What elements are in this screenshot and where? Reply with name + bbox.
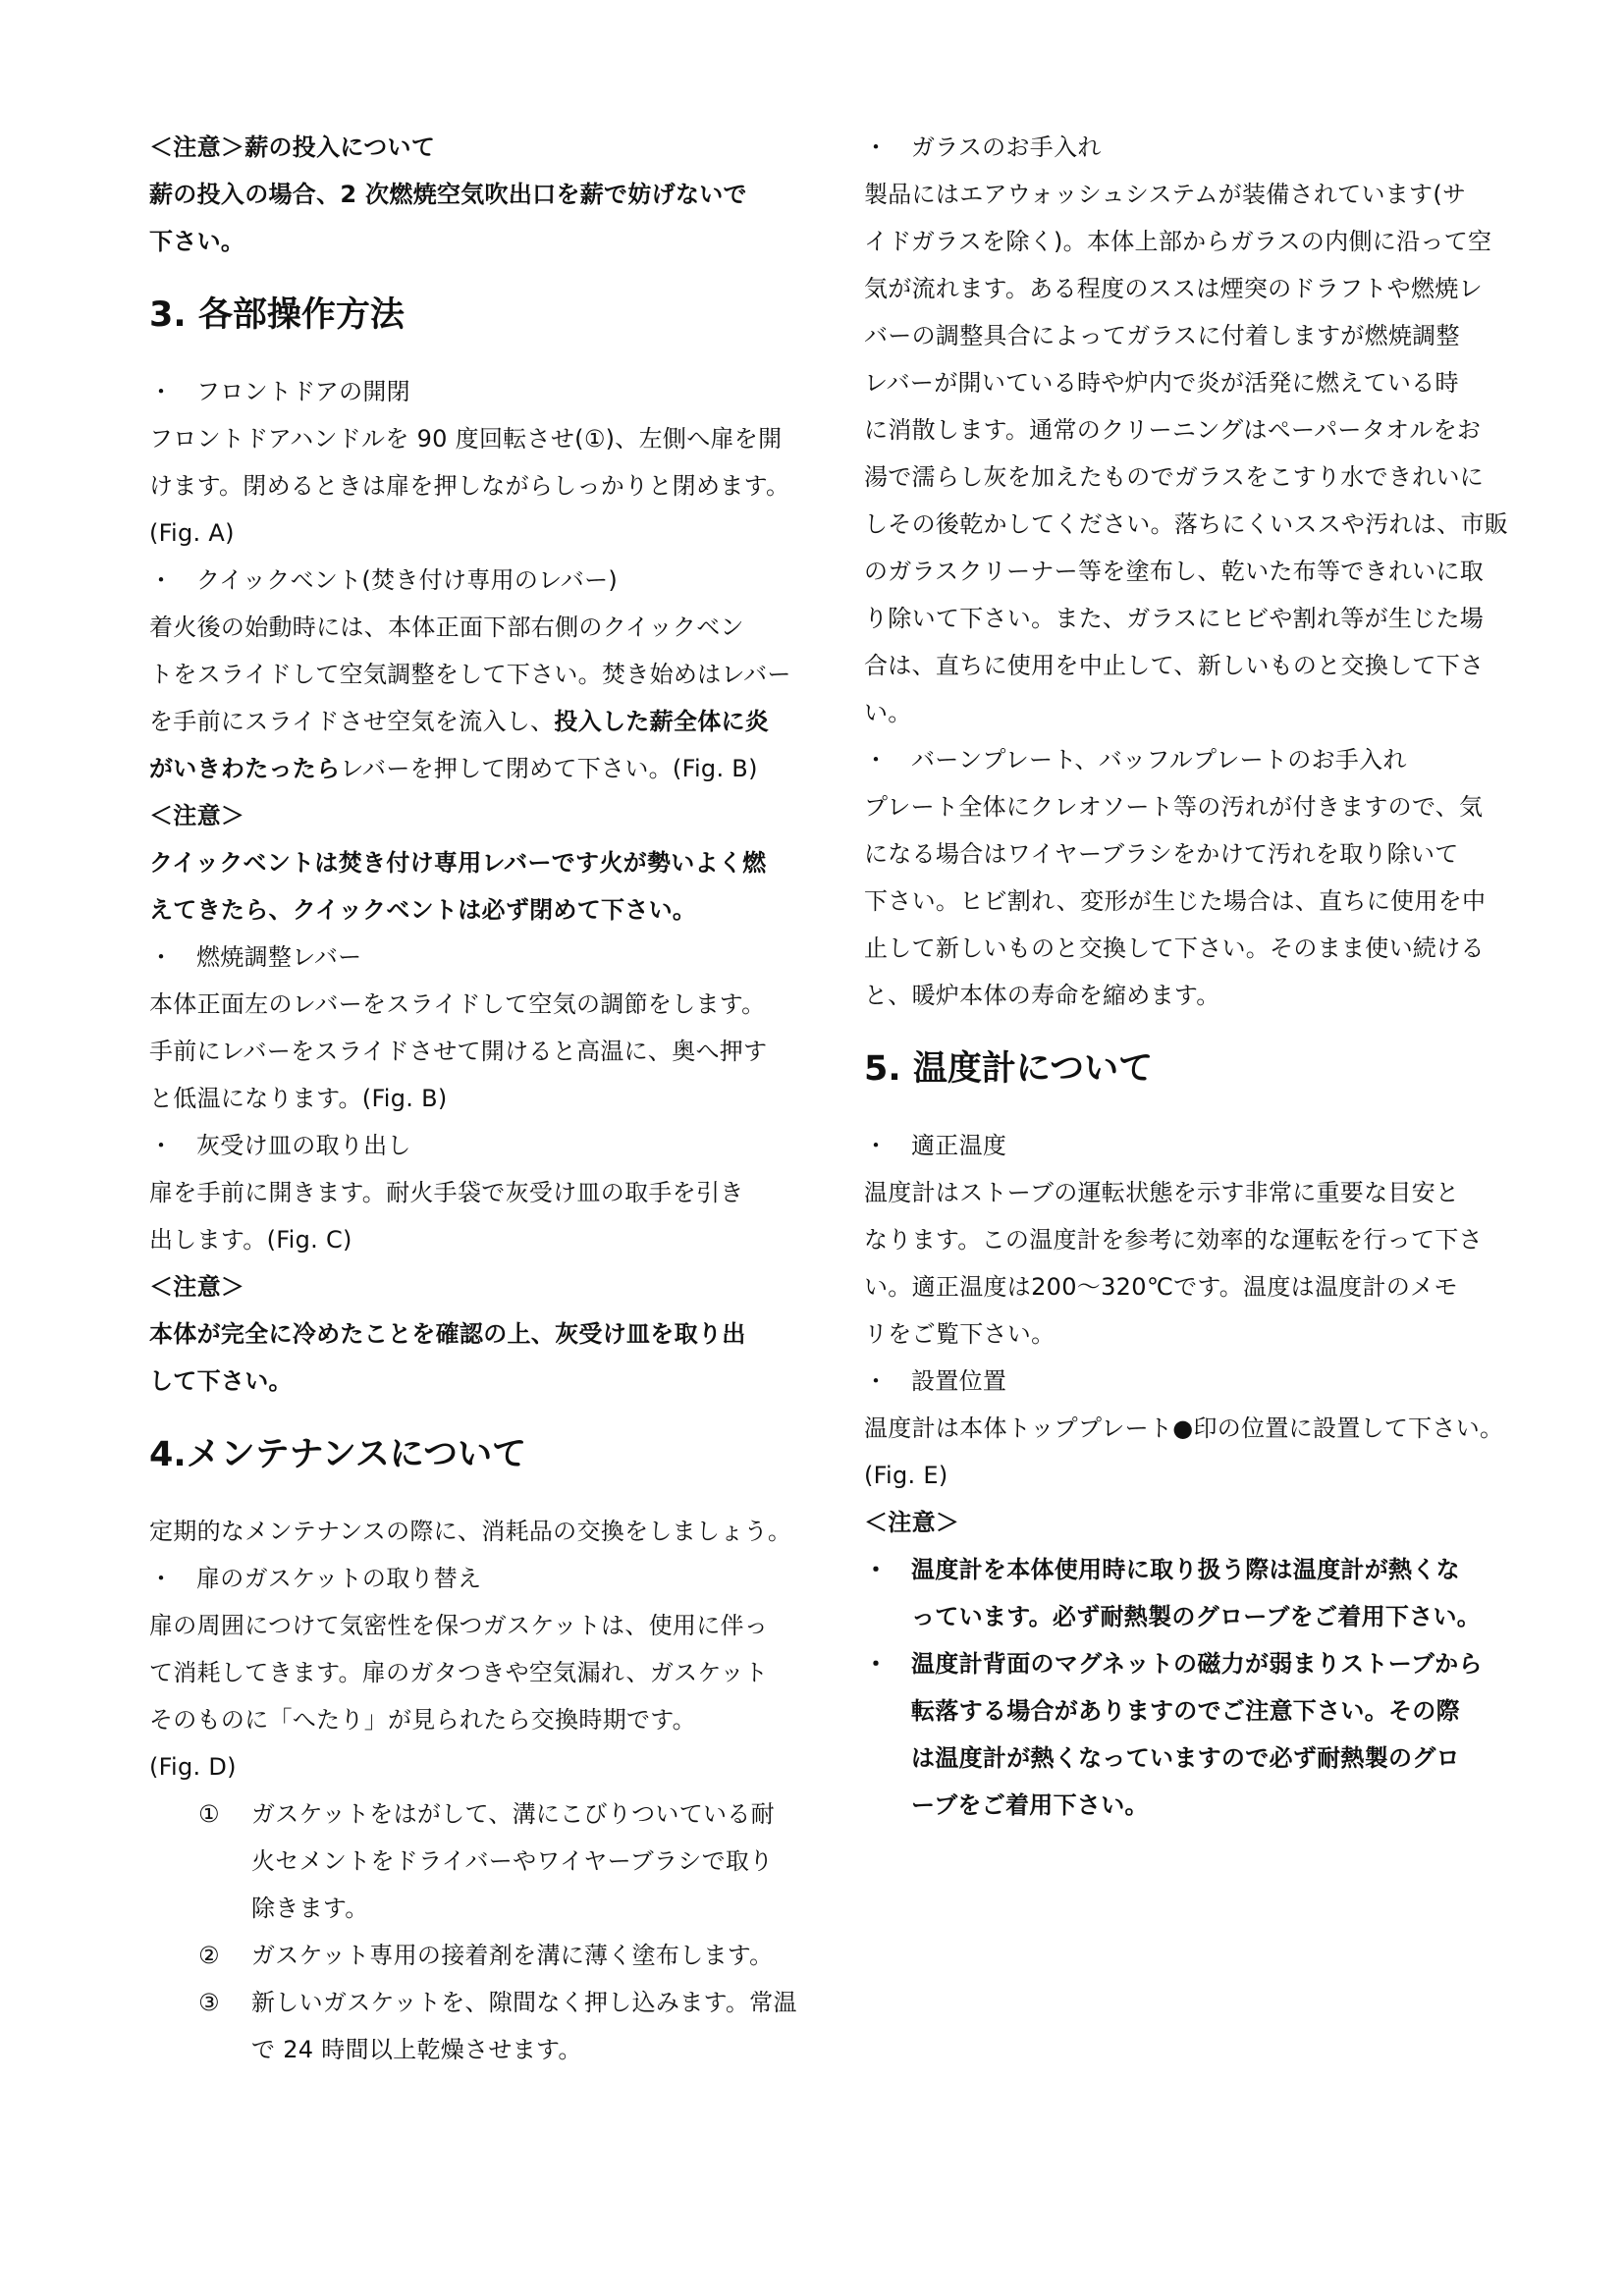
figure-reference: (Fig. A) — [149, 519, 235, 547]
body-line: 気が流れます。ある程度のススは煙突のドラフトや燃焼レ — [864, 275, 1483, 302]
body-line: 手前にレバーをスライドさせて開けると高温に、奥へ押す — [149, 1038, 768, 1065]
body-line: レバーが開いている時や炉内で炎が活発に燃えている時 — [864, 369, 1459, 397]
gasket-step — [149, 1932, 807, 1979]
gasket-step — [149, 1979, 807, 2073]
body-line — [149, 745, 807, 792]
body-line: フロントドアハンドルを 90 度回転させ(①)、左側へ扉を開 — [149, 425, 783, 453]
combustion-lever-block — [149, 934, 807, 1122]
install-position-title-text: 設置位置 — [911, 1367, 1007, 1395]
caution-firewood-title: ＜注意＞薪の投入について — [149, 133, 436, 161]
glass-care-title — [864, 124, 1532, 171]
proper-temp-title-text: 適正温度 — [911, 1132, 1007, 1159]
body-line: 出します。(Fig. C) — [149, 1226, 352, 1254]
combustion-lever-title — [149, 934, 807, 981]
front-door-block — [149, 368, 807, 557]
step-number: ③ — [198, 1989, 220, 2016]
step-number: ① — [198, 1800, 220, 1828]
caution-line: えてきたら、クイックベントは必ず閉めて下さい。 — [149, 896, 697, 924]
quick-vent-title — [149, 557, 807, 604]
caution-line: っています。必ず耐熱製のグローブをご着用下さい。 — [911, 1603, 1482, 1630]
bullet: ・ — [864, 133, 889, 161]
body-line: そのものに「へたり」が見られたら交換時期です。 — [149, 1706, 696, 1734]
body-line: 温度計は本体トッププレート●印の位置に設置して下さい。 — [864, 1415, 1504, 1442]
section-4-heading: 4.メンテナンスについて — [149, 1435, 527, 1474]
right-column — [864, 124, 1532, 1829]
quick-vent-block — [149, 557, 807, 934]
body-line: 下さい。ヒビ割れ、変形が生じた場合は、直ちに使用を中 — [864, 887, 1487, 915]
caution-firewood-line: 下さい。 — [149, 228, 245, 255]
body-line: プレート全体にクレオソート等の汚れが付きますので、気 — [864, 793, 1484, 821]
bullet: ・ — [864, 1367, 889, 1395]
maintenance-block — [149, 1508, 807, 2073]
body-line: に消散します。通常のクリーニングはペーパータオルをお — [864, 416, 1482, 444]
step-number: ② — [198, 1942, 220, 1969]
caution-line: クイックベントは焚き付け専用レバーです火が勢いよく燃 — [149, 849, 767, 877]
caution-title: ＜注意＞ — [149, 1273, 245, 1301]
glass-care-block — [864, 124, 1532, 736]
ash-pan-title-text: 灰受け皿の取り出し — [196, 1132, 411, 1159]
ash-pan-block — [149, 1122, 807, 1405]
caution-line: 本体が完全に冷めたことを確認の上、灰受け皿を取り出 — [149, 1320, 746, 1348]
body-line: 着火後の始動時には、本体正面下部右側のクイックベン — [149, 614, 744, 641]
quick-vent-title-text: クイックベント(焚き付け専用のレバー) — [196, 566, 619, 594]
step-line — [149, 1932, 807, 1979]
step-text: 新しいガスケットを、隙間なく押し込みます。常温 — [251, 1989, 797, 2016]
bullet: ・ — [864, 1650, 889, 1678]
caution-title: ＜注意＞ — [149, 802, 245, 829]
bullet: ・ — [864, 1556, 889, 1583]
left-column — [149, 124, 807, 2073]
ash-pan-title — [149, 1122, 807, 1169]
body-line: 扉を手前に開きます。耐火手袋で灰受け皿の取手を引き — [149, 1179, 744, 1206]
gasket-title-text: 扉のガスケットの取り替え — [196, 1565, 482, 1592]
step-line: 除きます。 — [251, 1895, 369, 1922]
body-line: トをスライドして空気調整をして下さい。焚き始めはレバー — [149, 661, 791, 688]
plate-care-title — [864, 736, 1532, 783]
caution-item — [864, 1640, 1532, 1829]
maintenance-intro: 定期的なメンテナンスの際に、消耗品の交換をしましょう。 — [149, 1518, 792, 1545]
proper-temp-title — [864, 1122, 1532, 1169]
body-line: 止して新しいものと交換して下さい。そのまま使い続ける — [864, 934, 1485, 962]
install-position-block — [864, 1358, 1532, 1499]
thermometer-caution-block — [864, 1499, 1532, 1829]
body-line: り除いて下さい。また、ガラスにヒビや割れ等が生じた場 — [864, 605, 1485, 632]
bullet: ・ — [864, 746, 889, 774]
bullet: ・ — [149, 1565, 174, 1592]
step-line: で 24 時間以上乾燥させます。 — [251, 2036, 582, 2063]
body-text-bold: 投入した薪全体に炎 — [554, 708, 770, 735]
step-line: 火セメントをドライバーやワイヤーブラシで取り — [251, 1847, 774, 1875]
bullet: ・ — [149, 378, 174, 405]
bullet: ・ — [149, 943, 174, 971]
body-line: て消耗してきます。扉のガタつきや空気漏れ、ガスケット — [149, 1659, 769, 1686]
body-line — [149, 698, 807, 745]
caution-item — [864, 1546, 1532, 1640]
body-line: しその後乾かしてください。落ちにくいススや汚れは、市販 — [864, 510, 1509, 538]
step-line — [149, 1790, 807, 1838]
body-line: い。 — [864, 699, 912, 726]
body-line: い。適正温度は200～320℃です。温度は温度計のメモ — [864, 1273, 1458, 1301]
caution-text: 温度計を本体使用時に取り扱う際は温度計が熱くな — [911, 1556, 1460, 1583]
figure-reference: (Fig. E) — [864, 1462, 948, 1489]
glass-care-title-text: ガラスのお手入れ — [911, 133, 1102, 161]
caution-firewood-block — [149, 124, 807, 265]
caution-line: して下さい。 — [149, 1367, 293, 1395]
body-line: 合は、直ちに使用を中止して、新しいものと交換して下さ — [864, 652, 1485, 679]
body-line: 扉の周囲につけて気密性を保つガスケットは、使用に伴っ — [149, 1612, 769, 1639]
gasket-title — [149, 1555, 807, 1602]
install-position-title — [864, 1358, 1532, 1405]
combustion-lever-title-text: 燃焼調整レバー — [196, 943, 362, 971]
bullet: ・ — [864, 1132, 889, 1159]
body-line: と低温になります。(Fig. B) — [149, 1085, 448, 1112]
caution-line: 転落する場合がありますのでご注意下さい。その際 — [911, 1697, 1460, 1725]
section-5-heading: 5. 温度計について — [864, 1049, 1154, 1089]
caution-text: 温度計背面のマグネットの磁力が弱まりストーブから — [911, 1650, 1483, 1678]
figure-reference: (Fig. D) — [149, 1753, 237, 1781]
caution-firewood-line: 薪の投入の場合、2 次燃焼空気吹出口を薪で妨げないで — [149, 181, 747, 208]
front-door-title — [149, 368, 807, 415]
body-line: なります。この温度計を参考に効率的な運転を行って下さ — [864, 1226, 1483, 1254]
front-door-title-text: フロントドアの開閉 — [196, 378, 410, 405]
step-text: ガスケットをはがして、溝にこびりついている耐 — [251, 1800, 775, 1828]
body-line: イドガラスを除く)。本体上部からガラスの内側に沿って空 — [864, 228, 1492, 255]
body-text-bold: がいきわたったら — [149, 755, 341, 782]
proper-temp-block — [864, 1122, 1532, 1358]
caution-title: ＜注意＞ — [864, 1509, 960, 1536]
body-line: のガラスクリーナー等を塗布し、乾いた布等できれいに取 — [864, 558, 1485, 585]
caution-line — [864, 1546, 1532, 1593]
body-line: 湯で濡らし灰を加えたものでガラスをこすり水できれいに — [864, 463, 1485, 491]
body-line: になる場合はワイヤーブラシをかけて汚れを取り除いて — [864, 840, 1459, 868]
body-line: けます。閉めるときは扉を押しながらしっかりと閉めます。 — [149, 472, 790, 500]
caution-line: は温度計が熱くなっていますので必ず耐熱製のグロ — [911, 1744, 1460, 1772]
plate-care-title-text: バーンプレート、バッフルプレートのお手入れ — [911, 746, 1407, 774]
step-line — [149, 1979, 807, 2026]
caution-line — [864, 1640, 1532, 1687]
body-text: を手前にスライドさせ空気を流入し、 — [149, 708, 555, 735]
body-line: 本体正面左のレバーをスライドして空気の調節をします。 — [149, 990, 766, 1018]
body-line: リをご覧下さい。 — [864, 1320, 1056, 1348]
section-3-heading: 3. 各部操作方法 — [149, 295, 405, 335]
step-text: ガスケット専用の接着剤を溝に薄く塗布します。 — [251, 1942, 774, 1969]
caution-line: ーブをご着用下さい。 — [911, 1791, 1149, 1819]
body-line: と、暖炉本体の寿命を縮めます。 — [864, 982, 1220, 1009]
body-line: 温度計はストーブの運転状態を示す非常に重要な目安と — [864, 1179, 1460, 1206]
body-text: レバーを押して閉めて下さい。(Fig. B) — [340, 755, 758, 782]
body-line: 製品にはエアウォッシュシステムが装備されています(サ — [864, 181, 1467, 208]
bullet: ・ — [149, 566, 174, 594]
plate-care-block — [864, 736, 1532, 1019]
bullet: ・ — [149, 1132, 174, 1159]
gasket-step — [149, 1790, 807, 1932]
body-line: バーの調整具合によってガラスに付着しますが燃焼調整 — [864, 322, 1460, 349]
